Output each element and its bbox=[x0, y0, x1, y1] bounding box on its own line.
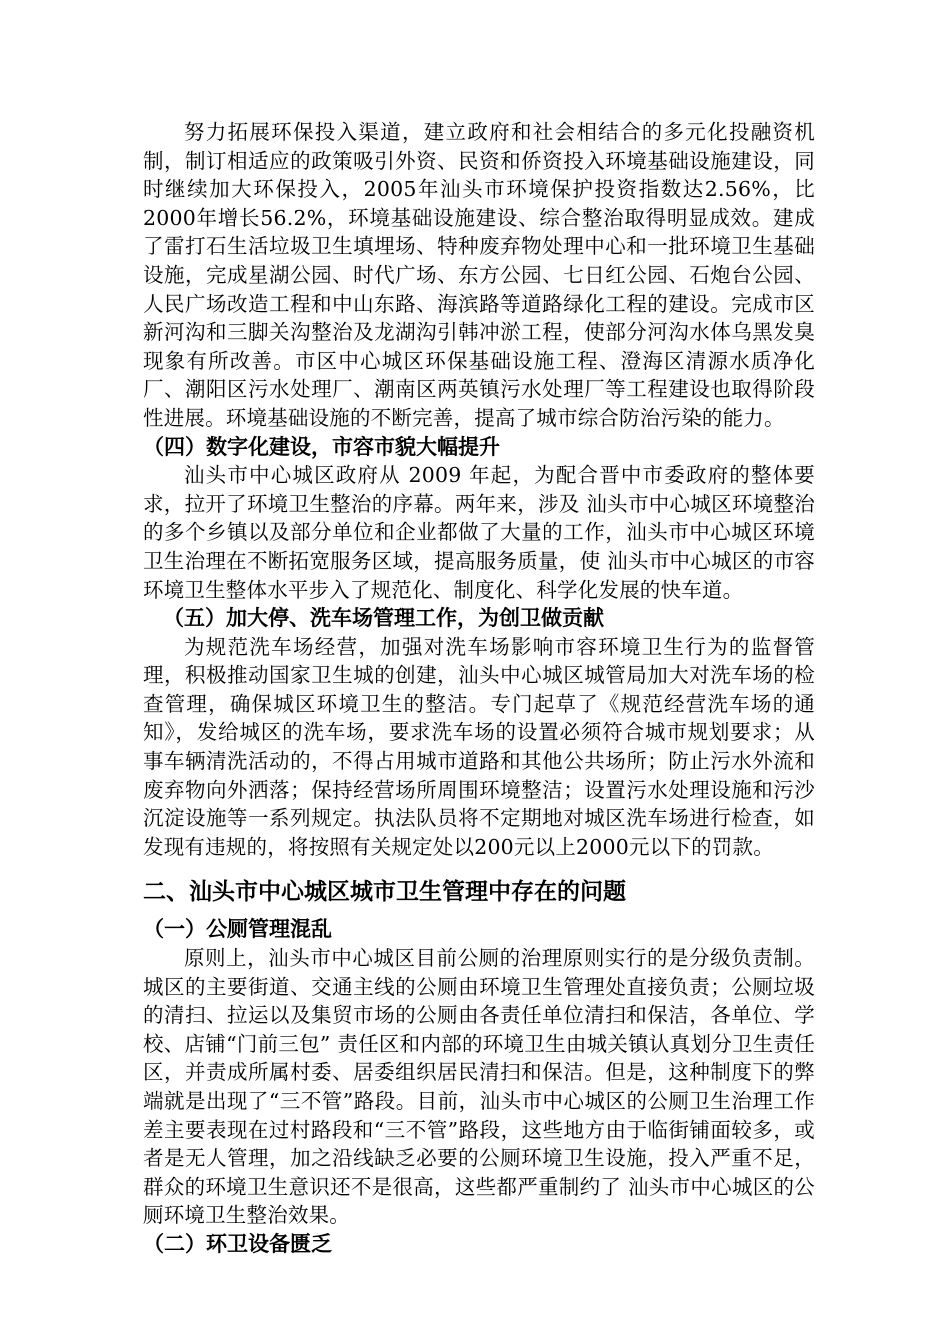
heading-toilet-management: （一）公厕管理混乱 bbox=[143, 917, 332, 942]
heading-digital-construction: （四）数字化建设，市容市貌大幅提升 bbox=[143, 434, 500, 459]
document-body bbox=[143, 118, 815, 1259]
heading-car-wash-management: （五）加大停、洗车场管理工作，为创卫做贡献 bbox=[163, 606, 604, 631]
paragraph-city-appearance: 汕头市中心城区政府从 2009 年起，为配合晋中市委政府的整体要求，拉开了环境卫生整治的序幕。两年来，涉及 汕头市中心城区环境整治的多个乡镇以及部分单位和企业都做了大量的工作，汕头市中心城区环境卫生治理在不断拓宽服务区域，提高服务质量，使 汕头市中心城区的市容环境卫生整体水平步入了规范化、制度化、科学化发展的快车道。 bbox=[143, 463, 815, 602]
paragraph-car-wash: 为规范洗车场经营，加强对洗车场影响市容环境卫生行为的监督管理，积极推动国家卫生城的创建，汕头中心城区城管局加大对洗车场的检查管理，确保城区环境卫生的整洁。专门起草了《规范经营洗车场的通知》，发给城区的洗车场，要求洗车场的设置必须符合城市规划要求；从事车辆清洗活动的，不得占用城市道路和其他公共场所；防止污水外流和废弃物向外洒落；保持经营场所周围环境整洁；设置污水处理设施和污沙沉淀设施等一系列规定。执法队员将不定期地对城区洗车场进行检查，如发现有违规的，将按照有关规定处以200元以上2000元以下的罚款。 bbox=[143, 634, 815, 859]
heading-sanitation-equipment: （二）环卫设备匮乏 bbox=[143, 1231, 332, 1256]
section-heading-problems: 二、汕头市中心城区城市卫生管理中存在的问题 bbox=[143, 879, 626, 906]
paragraph-environmental-investment: 努力拓展环保投入渠道，建立政府和社会相结合的多元化投融资机制，制订相适应的政策吸引外资、民资和侨资投入环境基础设施建设，同时继续加大环保投入，2005年汕头市环境保护投资指数达2.56%，比2000年增长56.2%，环境基础设施建设、综合整治取得明显成效。建成了雷打石生活垃圾卫生填埋场、特种废弃物处理中心和一批环境卫生基础设施，完成星湖公园、时代广场、东方公园、七日红公园、石炮台公园、人民广场改造工程和中山东路、海滨路等道路绿化工程的建设。完成市区新河沟和三脚关沟整治及龙湖沟引韩冲淤工程，使部分河沟水体乌黑发臭现象有所改善。市区中心城区环保基础设施工程、澄海区清源水质净化厂、潮阳区污水处理厂、潮南区两英镇污水处理厂等工程建设也取得阶段性进展。环境基础设施的不断完善，提高了城市综合防治污染的能力。 bbox=[143, 120, 815, 430]
paragraph-toilet-management: 原则上，汕头市中心城区目前公厕的治理原则实行的是分级负责制。城区的主要街道、交通主线的公厕由环境卫生管理处直接负责；公厕垃圾的清扫、拉运以及集贸市场的公厕由各责任单位清扫和保洁，各单位、学校、店铺“门前三包” 责任区和内部的环境卫生由城关镇认真划分卫生责任区，并责成所属村委、居委组织居民清扫和保洁。但是，这种制度下的弊端就是出现了“三不管”路段。目前，汕头市中心城区的公厕卫生治理工作差主要表现在过村路段和“三不管”路段，这些地方由于临街铺面较多，或者是无人管理，加之沿线缺乏必要的公厕环境卫生设施，投入严重不足，群众的环境卫生意识还不是很高，这些都严重制约了 汕头市中心城区的公厕环境卫生整治效果。 bbox=[143, 946, 815, 1228]
